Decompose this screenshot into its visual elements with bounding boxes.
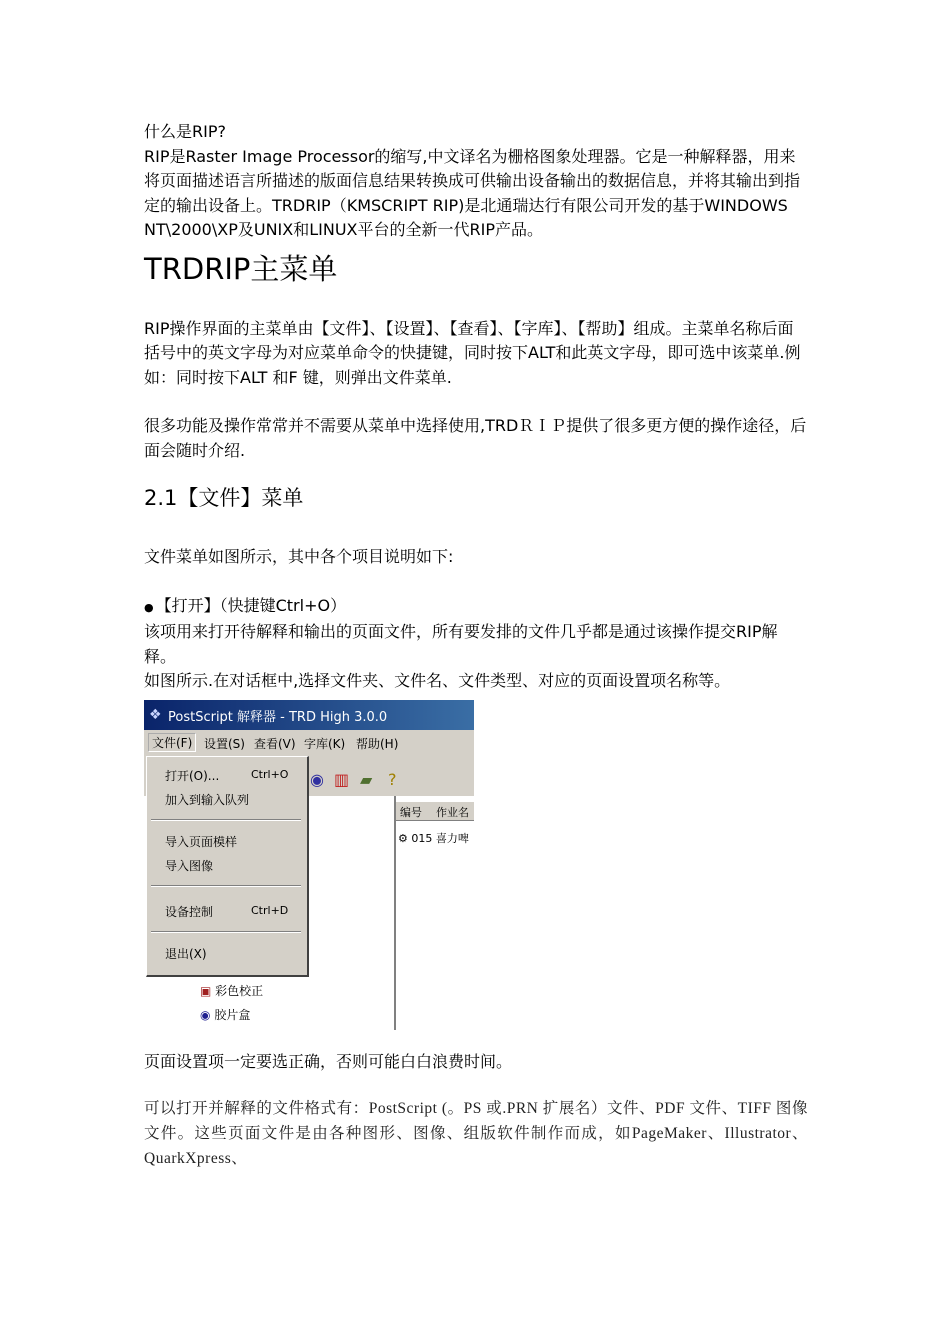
window-titlebar bbox=[144, 700, 474, 730]
tree-item-color-correction[interactable]: ▣ 彩色校正 bbox=[200, 983, 264, 998]
open-shortcut: Ctrl+O bbox=[251, 767, 289, 781]
file-menu-screenshot bbox=[144, 700, 474, 1030]
menu-separator bbox=[151, 885, 301, 887]
main-menu-paragraph-2: 很多功能及操作常常并不需要从菜单中选择使用,TRDＲＩＰ提供了很多更方便的操作途径，后面会随时介绍. bbox=[144, 416, 807, 460]
window-title: PostScript 解释器 - TRD High 3.0.0 bbox=[168, 709, 388, 725]
job-icon: ⚙ bbox=[398, 831, 408, 845]
col-job-name[interactable]: 作业名 bbox=[436, 805, 469, 819]
tree-item-film-box[interactable]: ◉ 胶片盒 bbox=[200, 1007, 251, 1022]
file-menu-heading: 2.1【文件】菜单 bbox=[144, 486, 304, 510]
job-row[interactable]: ⚙ 015 喜力啤 bbox=[398, 831, 469, 845]
open-description: 该项用来打开待解释和输出的页面文件，所有要发排的文件几乎都是通过该操作提交RIP解释。 bbox=[144, 622, 778, 666]
menu-item-add-queue[interactable]: 加入到输入队列 bbox=[165, 792, 250, 807]
main-menu-paragraph-1: RIP操作界面的主菜单由【文件】、【设置】、【查看】、【字库】、【帮助】组成。主菜单名称后面括号中的英文字母为对应菜单命令的快捷键，同时按下ALT和此英文字母，即可选中该菜单.例如：同时按下ALT 和F 键，则弹出文件菜单. bbox=[144, 318, 801, 387]
document-page bbox=[144, 120, 808, 1171]
col-number[interactable]: 编号 bbox=[400, 805, 422, 819]
menu-item-import-image[interactable]: 导入图像 bbox=[165, 858, 214, 873]
menu-item-open[interactable]: 打开(O)... bbox=[165, 768, 220, 783]
menu-separator bbox=[151, 931, 301, 933]
menu-view[interactable]: 查看(V) bbox=[254, 736, 296, 751]
menu-item-import-page[interactable]: 导入页面模样 bbox=[165, 834, 238, 849]
help-icon[interactable]: ? bbox=[388, 769, 397, 789]
color-correction-icon: ▣ bbox=[200, 983, 212, 998]
folder-icon[interactable]: ▰ bbox=[360, 769, 373, 789]
window-menubar bbox=[144, 730, 474, 756]
file-menu-intro: 文件菜单如图所示，其中各个项目说明如下: bbox=[144, 547, 454, 566]
rip-intro-paragraph: RIP是Raster Image Processor的缩写,中文译名为栅格图象处理器。它是一种解释器，用来将页面描述语言所描述的版面信息结果转换成可供输出设备输出的数据信息，并将其输出到指定的输出设备上。TRDRIP（KMSCRIPT RIP)是北通瑞达行有限公司开发的基于WINDOWS NT\2000\XP及UNIX和LINUX平台的全新一代RIP产品。 bbox=[144, 146, 801, 239]
menu-item-exit[interactable]: 退出(X) bbox=[165, 946, 207, 961]
app-icon: ❖ bbox=[149, 706, 162, 723]
job-list bbox=[396, 796, 474, 1030]
menu-help[interactable]: 帮助(H) bbox=[356, 736, 399, 751]
menu-file[interactable]: 文件(F) bbox=[148, 733, 196, 752]
main-menu-heading: TRDRIP主菜单 bbox=[144, 251, 338, 286]
supported-formats: 可以打开并解释的文件格式有：PostScript (。PS 或.PRN 扩展名）文件、PDF 文件、TIFF 图像文件。这些页面文件是由各种图形、图像、组版软件制作而成，如PageMaker、Illustrator、QuarkXpress、 bbox=[144, 1100, 808, 1167]
device-shortcut: Ctrl+D bbox=[251, 903, 289, 917]
page-setup-note: 页面设置项一定要选正确，否则可能白白浪费时间。 bbox=[144, 1051, 513, 1071]
menu-item-device-control[interactable]: 设备控制 bbox=[165, 904, 214, 919]
disc-icon[interactable]: ◉ bbox=[310, 769, 324, 789]
film-box-icon: ◉ bbox=[200, 1007, 211, 1022]
stack-icon[interactable]: ▥ bbox=[334, 769, 350, 789]
file-dropdown-menu bbox=[146, 756, 309, 977]
menu-separator bbox=[151, 819, 301, 821]
job-list-header bbox=[396, 802, 474, 821]
menu-fonts[interactable]: 字库(K) bbox=[304, 736, 346, 751]
rip-question: 什么是RIP? bbox=[144, 122, 226, 141]
menu-settings[interactable]: 设置(S) bbox=[204, 736, 245, 751]
dialog-description: 如图所示.在对话框中,选择文件夹、文件名、文件类型、对应的页面设置项名称等。 bbox=[144, 671, 731, 690]
open-bullet: ● 【打开】（快捷键Ctrl+O） bbox=[144, 594, 808, 621]
